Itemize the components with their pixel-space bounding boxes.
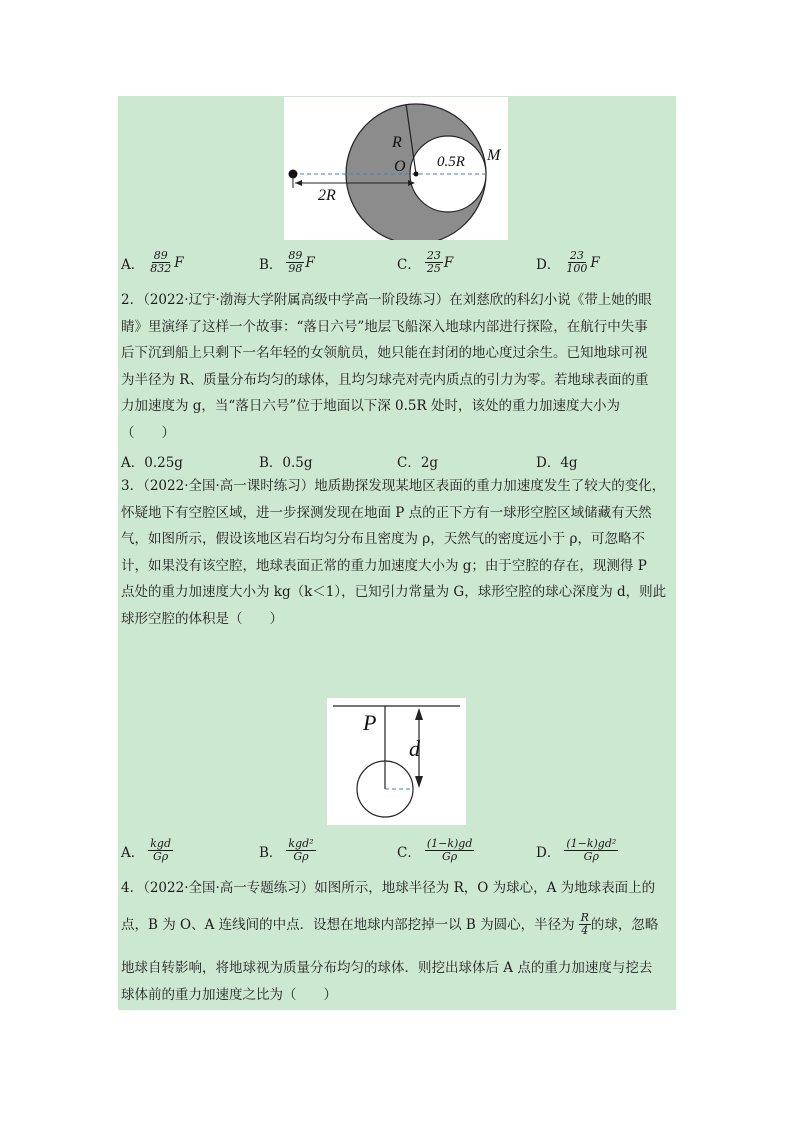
fraction: $\frac{23}{25}$ xyxy=(426,249,441,275)
q3-line: 球形空腔的体积是（ ） xyxy=(121,611,283,627)
q1-option-c[interactable]: C． $\frac{23}{25}$ F xyxy=(397,249,454,275)
q3-diagram xyxy=(327,698,466,825)
center-dot xyxy=(414,172,419,177)
q1-figure xyxy=(284,97,508,240)
q3-option-b[interactable]: B． $\frac{\text{kgd²}}{G\rho}$ xyxy=(259,837,314,863)
q2-option-b[interactable]: B．0.5g xyxy=(259,455,313,471)
q2-option-c[interactable]: C．2g xyxy=(397,455,439,471)
fraction: $\frac{\text{kgd}}{G\rho}$ xyxy=(150,837,171,863)
label-half-R: 0.5R xyxy=(437,154,465,170)
q3-line: 怀疑地下有空腔区域，进一步探测发现在地面 P 点的正下方有一球形空腔区域储藏有天然 xyxy=(121,505,652,521)
q3-options xyxy=(118,838,676,868)
q2-option-a[interactable]: A．0.25g xyxy=(121,455,183,471)
q1-option-a[interactable]: A． $\frac{89}{832}$ F xyxy=(121,249,184,275)
label-d: d xyxy=(409,736,420,761)
q2-line: 后下沉到船上只剩下一名年轻的女领航员，她只能在封闭的地心度过余生。已知地球可视 xyxy=(121,345,648,361)
q4-line: 4．（2022·全国·高一专题练习）如图所示，地球半径为 R，O 为球心，A 为地球表面上的 xyxy=(121,880,656,896)
fraction: $\frac{\text{(1−k)gd²}}{G\rho}$ xyxy=(566,837,617,863)
q2-line: 力加速度为 g，当“落日六号”位于地面以下深 0.5R 处时，该处的重力加速度大小为 xyxy=(121,398,620,414)
label-O: O xyxy=(394,158,406,175)
q2-line: （ ） xyxy=(121,425,175,441)
q4-line-2: 点，B 为 O、A 连线间的中点．设想在地球内部挖掉一以 B 为圆心，半径为 $\frac{R}{4}$ 的球，忽略 xyxy=(121,911,659,937)
fraction: $\frac{89}{98}$ xyxy=(288,249,303,275)
q3-figure xyxy=(327,698,466,825)
q3-line: 气，如图所示，假设该地区岩石均匀分布且密度为 ρ，天然气的密度远小于 ρ，可忽略不 xyxy=(121,531,645,547)
q3-option-d[interactable]: D． $\frac{\text{(1−k)gd²}}{G\rho}$ xyxy=(536,837,617,863)
q1-option-b[interactable]: B． $\frac{89}{98}$ F xyxy=(259,249,315,275)
q2-line: 2．（2022·辽宁·渤海大学附属高级中学高一阶段练习）在刘慈欣的科幻小说《带上她的眼 xyxy=(121,292,652,308)
fraction-r-over-4: $\frac{R}{4}$ xyxy=(580,911,589,937)
q2-options xyxy=(118,451,676,471)
fraction: $\frac{(1-k)gd}{G\rho}$ xyxy=(426,837,473,863)
q1-options xyxy=(118,250,676,276)
q2-line: 为半径为 R、质量分布均匀的球体，且均匀球壳对壳内质点的引力为零。若地球表面的重 xyxy=(121,372,649,388)
fraction: $\frac{89}{832}$ xyxy=(150,249,172,275)
label-M: M xyxy=(487,147,501,164)
label-R: R xyxy=(392,134,402,151)
q2-option-d[interactable]: D．4g xyxy=(536,455,578,471)
label-2R: 2R xyxy=(318,187,336,204)
q3-option-c[interactable]: C． $\frac{(1-k)gd}{G\rho}$ xyxy=(397,837,473,863)
q3-line: 3．（2022·全国·高一课时练习）地质勘探发现某地区表面的重力加速度发生了较大的变化， xyxy=(121,478,666,494)
fraction: $\frac{\text{kgd²}}{G\rho}$ xyxy=(288,837,314,863)
q4-line: 地球自转影响，将地球视为质量分布均匀的球体．则挖出球体后 A 点的重力加速度与挖去 xyxy=(121,960,653,976)
fraction: $\frac{23}{100}$ xyxy=(566,249,588,275)
q1-option-d[interactable]: D． $\frac{23}{100}$ F xyxy=(536,249,600,275)
q3-option-a[interactable]: A． $\frac{\text{kgd}}{G\rho}$ xyxy=(121,837,171,863)
q3-line: 计，如果没有该空腔，地球表面正常的重力加速度大小为 g；由于空腔的存在，现测得 P xyxy=(121,558,647,574)
q1-diagram xyxy=(284,97,508,240)
label-P: P xyxy=(363,710,377,735)
q2-line: 睛》里演绎了这样一个故事：“落日六号”地层飞船深入地球内部进行探险，在航行中失事 xyxy=(121,319,648,335)
q4-line: 球体前的重力加速度之比为（ ） xyxy=(121,987,337,1003)
q3-line: 点处的重力加速度大小为 kg（k＜1），已知引力常量为 G，球形空腔的球心深度为 d，则此 xyxy=(121,584,667,600)
